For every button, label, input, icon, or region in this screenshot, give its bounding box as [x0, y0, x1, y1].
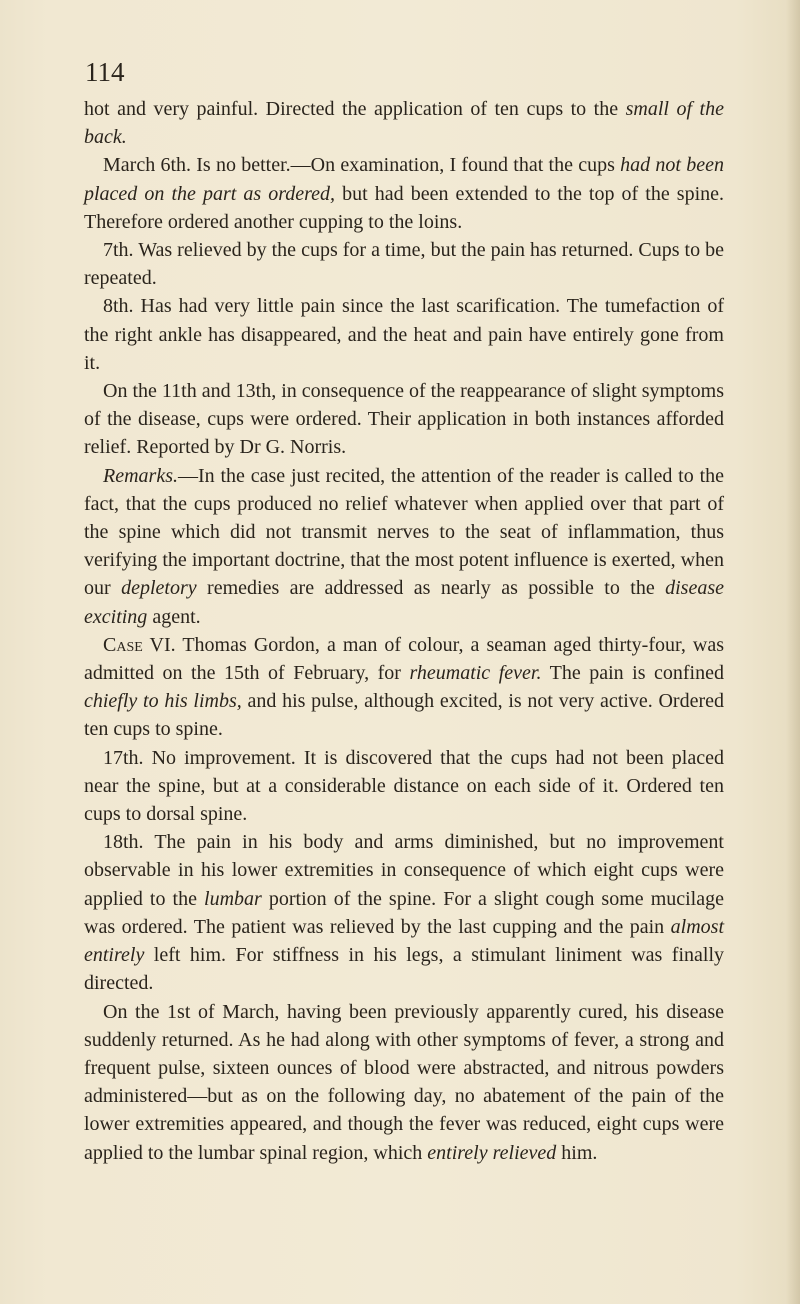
- italic-text: depletory: [121, 577, 197, 600]
- text-segment: 8th. Has had very little pain since the last scarification. The tumefaction of the right ankle has disappeared, and the heat and pain have entirely gone from it.: [84, 295, 724, 374]
- text-segment: 18th. The pain in his body and arms diminished, but no improvement observable in his lower extremities in consequence of which eight cups were applied to the: [84, 831, 724, 910]
- paragraph: [84, 151, 724, 236]
- italic-text: Remarks.: [103, 464, 178, 487]
- text-segment: On the 11th and 13th, in consequence of the reappearance of slight symptoms of the disease, cups were ordered. Their application in both instances afforded relief. Reported by Dr G. Norris.: [84, 380, 724, 459]
- text-segment: The pain is confined: [541, 662, 724, 685]
- italic-text: chiefly to his limbs,: [84, 690, 242, 713]
- italic-text: lumbar: [204, 887, 262, 910]
- text-segment: 17th. No improvement. It is discovered that the cups had not been placed near the spine, but at a considerable distance on each side of it. Ordered ten cups to dorsal spine.: [84, 746, 724, 826]
- text-segment: hot and very painful. Directed the application of ten cups to the: [84, 98, 626, 120]
- text-segment: March 6th. Is no better.—On examination, I found that the cups: [103, 154, 621, 177]
- text-segment: agent.: [147, 605, 201, 628]
- paragraph: [84, 744, 724, 829]
- body-text: [84, 95, 724, 1167]
- text-segment: Thomas Gordon, a man of colour, a seaman aged thirty-four, was admitted on the 15th of February, for: [84, 633, 725, 685]
- text-segment: —In the case just recited, the attention of the reader is called to the fact, that the cups produced no relief whatever when applied over that part of the spine which did not transmit nerves to the seat of inflammation, thus verifying the important doctrine, that the most potent influence is exerted, when our: [84, 464, 724, 600]
- italic-text: rheumatic fever.: [409, 662, 542, 685]
- text-segment: remedies are addressed as nearly as possible to the: [196, 577, 666, 600]
- paragraph: [84, 236, 724, 292]
- paragraph: [84, 462, 724, 631]
- italic-text: disease exciting: [84, 577, 725, 628]
- case-heading: Case VI.: [103, 633, 176, 656]
- italic-text: entirely relieved: [427, 1141, 557, 1164]
- text-segment: left him. For stiffness in his legs, a stimulant liniment was finally directed.: [84, 944, 724, 995]
- text-segment: and his pulse, although excited, is not very active. Ordered ten cups to spine.: [84, 690, 724, 741]
- italic-text: had not been placed on the part as ordered,: [84, 154, 724, 205]
- italic-text: almost entirely: [84, 915, 724, 967]
- paragraph: [84, 95, 724, 151]
- text-segment: portion of the spine. For a slight cough some mucilage was ordered. The patient was relieved by the last cupping and the pain: [84, 887, 724, 938]
- paragraph: [84, 998, 724, 1167]
- text-segment: him.: [556, 1141, 598, 1164]
- text-segment: 7th. Was relieved by the cups for a time, but the pain has returned. Cups to be repeated.: [84, 239, 724, 290]
- paragraph: [84, 631, 724, 744]
- text-segment: but had been extended to the top of the spine. Therefore ordered another cupping to the loins.: [84, 182, 725, 233]
- paragraph: [84, 292, 724, 377]
- page-number: 114: [85, 57, 125, 87]
- italic-text: small of the back.: [84, 98, 724, 149]
- page-edge-shadow: [786, 0, 800, 1304]
- paragraph: [84, 828, 724, 997]
- paragraph: [84, 377, 724, 462]
- text-segment: On the 1st of March, having been previously apparently cured, his disease suddenly returned. As he had along with other symptoms of fever, a strong and frequent pulse, sixteen ounces of blood were abstracted, and nitrous powders administered—but as on the following day, no abatement of the pain of the lower extremities appeared, and though the fever was reduced, eight cups were applied to the lumbar spinal region, which: [84, 1000, 724, 1164]
